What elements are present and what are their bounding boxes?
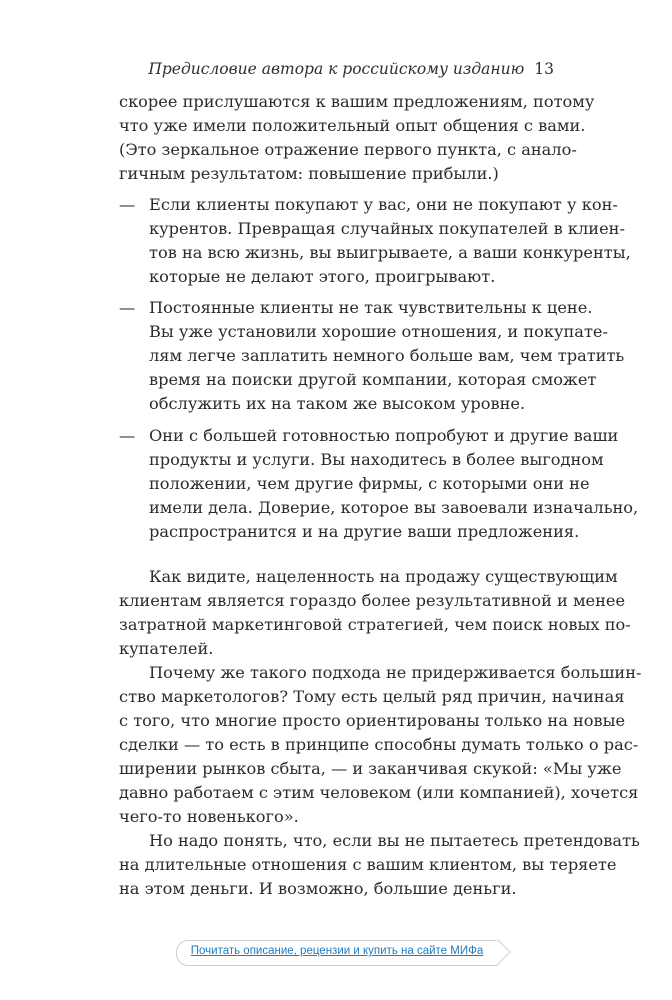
text-line: распространится и на другие ваши предложения. (149, 522, 580, 541)
text-line: что уже имели положительный опыт общения с вами. (119, 116, 586, 135)
bullet-text (149, 424, 639, 544)
body-paragraph (119, 661, 642, 829)
intro-continuation (119, 90, 595, 186)
text-line: Как видите, нацеленность на продажу существующим (149, 567, 618, 586)
text-line: время на поиски другой компании, которая сможет (149, 370, 597, 389)
body-paragraph (119, 565, 631, 661)
text-line: продукты и услуги. Вы находитесь в более выгодном (149, 450, 604, 469)
text-line: ство маркетологов? Тому есть целый ряд причин, начиная (119, 687, 625, 706)
footer-link-banner[interactable] (176, 940, 498, 966)
bullet-dash: — (119, 298, 136, 317)
text-line: Но надо понять, что, если вы не пытаетесь претендовать (149, 831, 640, 850)
text-line: ширении рынков сбыта, — и заканчивая скукой: «Мы уже (119, 759, 622, 778)
bullet-dash: — (119, 426, 136, 445)
bullet-text (149, 193, 631, 289)
page-number: 13 (534, 60, 554, 78)
text-line: Если клиенты покупают у вас, они не покупают у кон- (149, 195, 618, 214)
running-header (148, 60, 554, 78)
text-line: гичным результатом: повышение прибыли.) (119, 164, 499, 183)
text-line: на длительные отношения с вашим клиентом, вы теряете (119, 855, 617, 874)
text-line: сделки — то есть в принципе способны думать только о рас- (119, 735, 639, 754)
text-line: Вы уже установили хорошие отношения, и покупате- (149, 322, 608, 341)
text-line: (Это зеркальное отражение первого пункта, с анало- (119, 140, 577, 159)
text-line: на этом деньги. И возможно, большие деньги. (119, 879, 517, 898)
text-line: давно работаем с этим человеком (или компанией), хочется (119, 783, 639, 802)
text-line: клиентам является гораздо более результативной и менее (119, 591, 626, 610)
text-line: Постоянные клиенты не так чувствительны к цене. (149, 298, 593, 317)
text-line: лям легче заплатить немного больше вам, чем тратить (149, 346, 625, 365)
text-line: скорее прислушаются к вашим предложениям, потому (119, 92, 595, 111)
text-line: курентов. Превращая случайных покупателей в клиен- (149, 219, 625, 238)
text-line: которые не делают этого, проигрывают. (149, 267, 496, 286)
text-line: Они с большей готовностью попробуют и другие ваши (149, 426, 619, 445)
purchase-link[interactable]: Почитать описание, рецензии и купить на сайте МИФа (190, 945, 484, 957)
text-line: имели дела. Доверие, которое вы завоевали изначально, (149, 498, 639, 517)
text-line: с того, что многие просто ориентированы только на новые (119, 711, 626, 730)
text-line: купателей. (119, 639, 214, 658)
text-line: чего-то новенького». (119, 807, 299, 826)
text-line: затратной маркетинговой стратегией, чем поиск новых по- (119, 615, 631, 634)
bullet-text (149, 296, 625, 416)
chapter-title: Предисловие автора к российскому изданию (148, 60, 525, 78)
bullet-dash: — (119, 195, 136, 214)
text-line: обслужить их на таком же высоком уровне. (149, 394, 526, 413)
text-line: Почему же такого подхода не придерживается большин- (149, 663, 642, 682)
text-line: тов на всю жизнь, вы выигрываете, а ваши конкуренты, (149, 243, 631, 262)
body-paragraph (119, 829, 640, 901)
text-line: положении, чем другие фирмы, с которыми они не (149, 474, 590, 493)
